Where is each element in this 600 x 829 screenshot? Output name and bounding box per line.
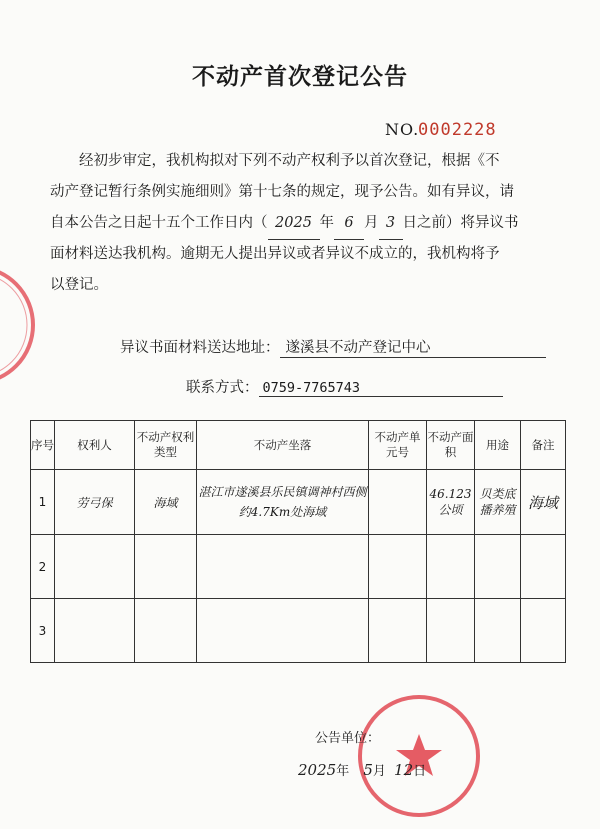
issue-day-char: 日	[413, 764, 427, 779]
deadline-day: 3	[379, 208, 403, 240]
issue-year-char: 年	[336, 764, 350, 779]
address-row	[120, 336, 546, 358]
deadline-month: 6	[334, 208, 364, 240]
issue-month: 5	[363, 761, 373, 779]
issuer-label: 公告单位：	[315, 731, 381, 746]
serial-prefix: NO.	[385, 120, 420, 139]
table-row	[31, 535, 566, 599]
body-text-3b: 日之前）将异议书	[402, 215, 519, 231]
body-text-1: 经初步审定，我机构拟对下列不动产权利予以首次登记，根据《不	[79, 153, 500, 169]
issue-month-char: 月	[372, 764, 386, 779]
year-char: 年	[319, 215, 334, 231]
table-row	[31, 599, 566, 663]
cell-seq: 2	[31, 535, 55, 599]
issue-day: 12	[394, 761, 414, 779]
header-note: 备注	[521, 421, 566, 470]
cell-seq: 3	[31, 599, 55, 663]
body-text-3a: 自本公告之日起十五个工作日内（	[50, 215, 268, 231]
header-usage: 用途	[475, 421, 521, 470]
cell-area	[427, 535, 475, 599]
cell-right-type: 海域	[135, 470, 197, 535]
body-line-1	[50, 146, 580, 177]
cell-holder	[55, 535, 135, 599]
cell-area	[427, 599, 475, 663]
address-value: 遂溪县不动产登记中心	[280, 336, 546, 358]
table-header-row	[31, 421, 566, 470]
cell-usage: 贝类底播养殖	[475, 470, 521, 535]
contact-label: 联系方式：	[186, 380, 259, 396]
cell-note: 海域	[521, 470, 566, 535]
address-label: 异议书面材料送达地址：	[120, 340, 280, 356]
header-location: 不动产坐落	[197, 421, 369, 470]
cell-note	[521, 535, 566, 599]
issue-date	[298, 760, 426, 779]
contact-value: 0759-7765743	[259, 380, 503, 397]
cell-unit-no	[369, 535, 427, 599]
month-char: 月	[364, 215, 379, 231]
partial-seal-left	[0, 260, 40, 390]
header-area: 不动产面积	[427, 421, 475, 470]
body-line-5: 以登记。	[50, 277, 108, 293]
notice-title: 不动产首次登记公告	[192, 64, 408, 90]
cell-usage	[475, 535, 521, 599]
cell-right-type	[135, 599, 197, 663]
cell-holder	[55, 599, 135, 663]
cell-holder: 劳弓保	[55, 470, 135, 535]
cell-note	[521, 599, 566, 663]
cell-right-type	[135, 535, 197, 599]
table-row	[31, 470, 566, 535]
cell-seq: 1	[31, 470, 55, 535]
official-seal	[355, 692, 483, 820]
body-line-3	[50, 208, 580, 240]
cell-location: 湛江市遂溪县乐民镇调神村西侧约4.7Km处海域	[197, 470, 369, 535]
header-seq: 序号	[31, 421, 55, 470]
deadline-year: 2025	[268, 208, 320, 240]
header-unit-no: 不动产单元号	[369, 421, 427, 470]
registration-table	[30, 420, 566, 663]
body-line-4: 面材料送达我机构。逾期无人提出异议或者异议不成立的，我机构将予	[50, 246, 500, 262]
serial-number: 0002228	[418, 120, 497, 140]
contact-row	[186, 376, 503, 397]
header-right-type: 不动产权利类型	[135, 421, 197, 470]
issue-year: 2025	[298, 761, 337, 779]
cell-location	[197, 599, 369, 663]
cell-unit-no	[369, 470, 427, 535]
header-holder: 权利人	[55, 421, 135, 470]
cell-unit-no	[369, 599, 427, 663]
cell-usage	[475, 599, 521, 663]
body-line-2: 动产登记暂行条例实施细则》第十七条的规定，现予公告。如有异议，请	[50, 184, 514, 200]
cell-area: 46.123公顷	[427, 470, 475, 535]
cell-location	[197, 535, 369, 599]
